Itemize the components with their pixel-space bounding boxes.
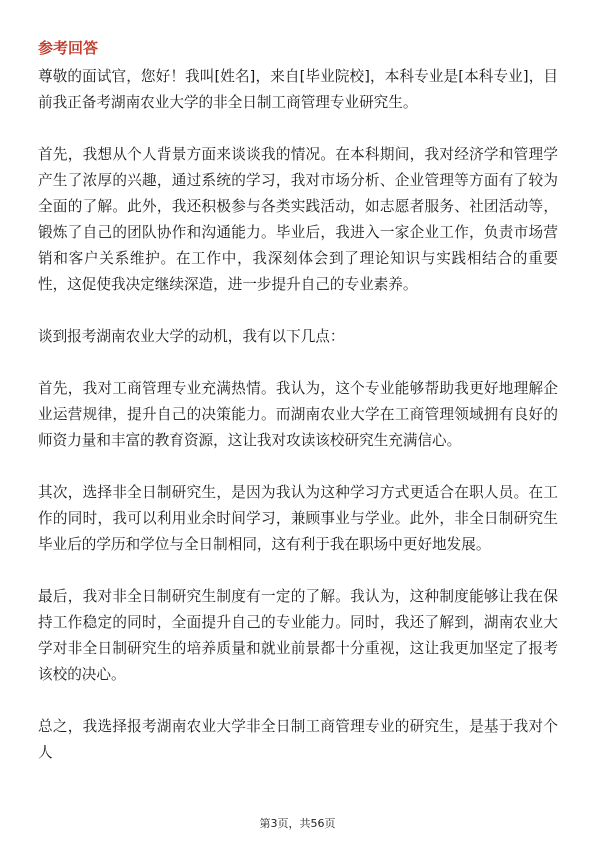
page-number-footer: 第3页，共56页 [259,817,336,830]
paragraph-reason-part-time: 其次，选择非全日制研究生，是因为我认为这种学习方式更适合在职人员。在工作的同时，我可以利用业余时间学习，兼顾事业与学业。此外，非全日制研究生毕业后的学历和学位与全日制相同，这有利于我在职场中更好地发展。 [38,484,558,553]
paragraph-reason-understanding: 最后，我对非全日制研究生制度有一定的了解。我认为，这种制度能够让我在保持工作稳定的同时，全面提升自己的专业能力。同时，我还了解到，湖南农业大学对非全日制研究生的培养质量和就业前景都十分重视，这让我更加坚定了报考该校的决心。 [38,588,558,683]
paragraph-conclusion: 总之，我选择报考湖南农业大学非全日制工商管理专业的研究生，是基于我对个人 [38,718,558,761]
paragraph-intro: 尊敬的面试官，您好！我叫[姓名]，来自[毕业院校]，本科专业是[本科专业]，目前我正备考湖南农业大学的非全日制工商管理专业研究生。 [38,68,558,111]
answer-body [38,64,558,792]
paragraph-reason-passion: 首先，我对工商管理专业充满热情。我认为，这个专业能够帮助我更好地理解企业运营规律，提升自己的决策能力。而湖南农业大学在工商管理领域拥有良好的师资力量和丰富的教育资源，这让我对攻读该校研究生充满信心。 [38,380,558,449]
answer-heading: 参考回答 [38,39,99,57]
paragraph-background: 首先，我想从个人背景方面来谈谈我的情况。在本科期间，我对经济学和管理学产生了浓厚的兴趣，通过系统的学习，我对市场分析、企业管理等方面有了较为全面的了解。此外，我还积极参与各类实践活动，如志愿者服务、社团活动等，锻炼了自己的团队协作和沟通能力。毕业后，我进入一家企业工作，负责市场营销和客户关系维护。在工作中，我深刻体会到了理论知识与实践相结合的重要性，这促使我决定继续深造，进一步提升自己的专业素养。 [38,146,558,293]
paragraph-motivation-intro: 谈到报考湖南农业大学的动机，我有以下几点： [38,328,345,345]
